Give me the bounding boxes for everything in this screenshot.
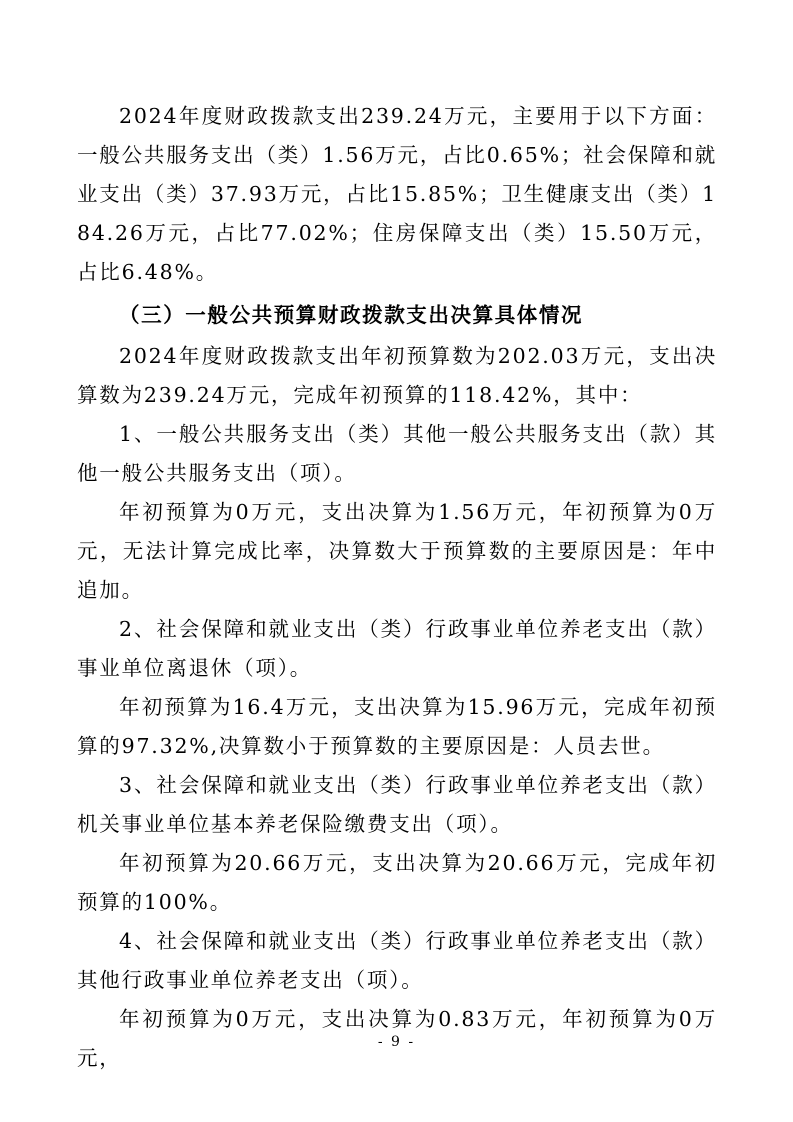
item-1-title: 1、一般公共服务支出（类）其他一般公共服务支出（款）其他一般公共服务支出（项）。 [77, 422, 717, 485]
page-number: - 9 - [377, 1034, 416, 1050]
section-heading: （三）一般公共预算财政拨款支出决算具体情况 [119, 303, 584, 327]
item-2-body: 年初预算为16.4万元，支出决算为15.96万元，完成年初预算的97.32%,决算数小于预算数的主要原因是：人员去世。 [77, 695, 717, 758]
item-4-body: 年初预算为0万元，支出决算为0.83万元，年初预算为0万元， [77, 1007, 717, 1070]
item-3-title: 3、社会保障和就业支出（类）行政事业单位养老支出（款）机关事业单位基本养老保险缴费支出（项）。 [77, 773, 717, 836]
item-2-title: 2、社会保障和就业支出（类）行政事业单位养老支出（款）事业单位离退休（项）。 [77, 617, 717, 680]
paragraph-budget-overview: 2024年度财政拨款支出年初预算数为202.03万元，支出决算数为239.24万元，完成年初预算的118.42%，其中： [77, 344, 717, 407]
item-4-title: 4、社会保障和就业支出（类）行政事业单位养老支出（款）其他行政事业单位养老支出（项）。 [77, 929, 717, 992]
item-3-body: 年初预算为20.66万元，支出决算为20.66万元，完成年初预算的100%。 [77, 851, 717, 914]
item-1-body: 年初预算为0万元，支出决算为1.56万元，年初预算为0万元，无法计算完成比率，决算数大于预算数的主要原因是：年中追加。 [77, 500, 717, 602]
document-page [77, 97, 717, 1078]
paragraph-expenditure-summary: 2024年度财政拨款支出239.24万元，主要用于以下方面：一般公共服务支出（类）1.56万元，占比0.65%；社会保障和就业支出（类）37.93万元，占比15.85%；卫生健康支出（类）184.26万元，占比77.02%；住房保障支出（类）15.50万元，占比6.48%。 [77, 104, 717, 284]
